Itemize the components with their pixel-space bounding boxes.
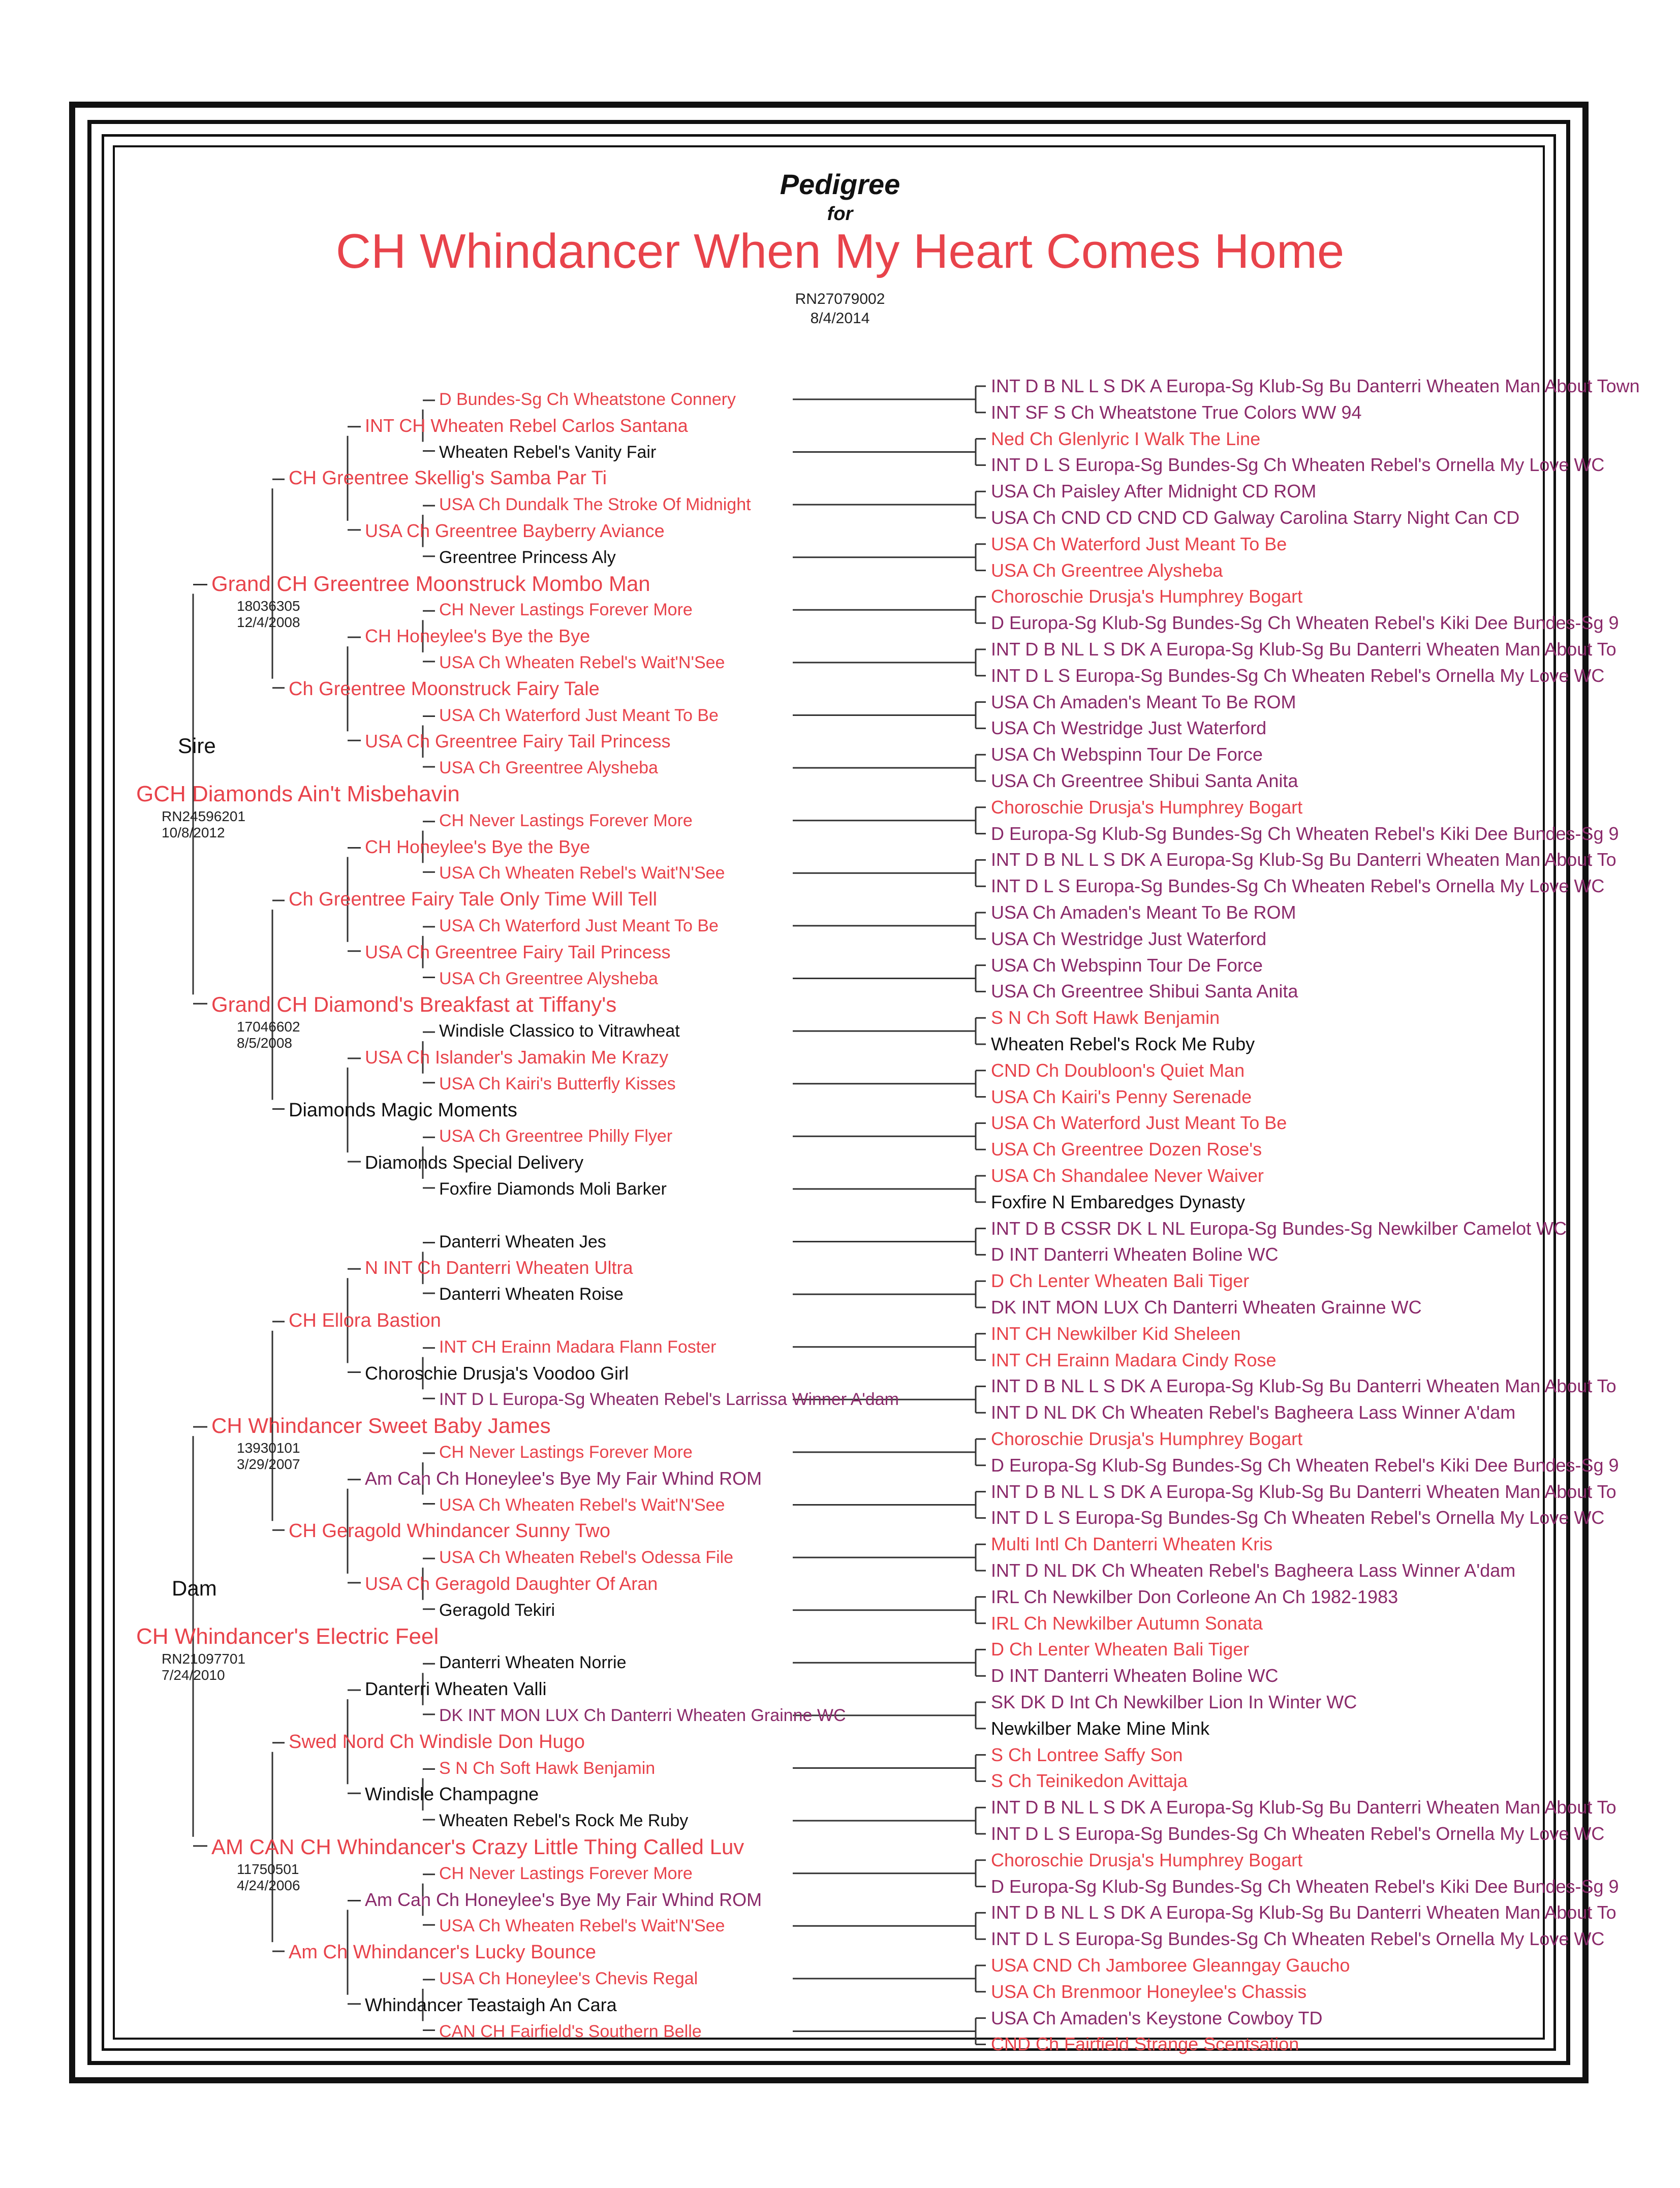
ancestor-gen5-12: Windisle Classico to Vitrawheat [439,1021,680,1041]
ancestor-gen5-23: Geragold Tekiri [439,1600,555,1620]
registration-gen2-2: 13930101 [237,1440,300,1456]
ancestor-gen4-6: USA Ch Islander's Jamakin Me Krazy [365,1046,669,1068]
ancestor-gen6-44: Multi Intl Ch Danterri Wheaten Kris [991,1534,1273,1555]
ancestor-gen6-30: USA Ch Shandalee Never Waiver [991,1165,1264,1186]
ancestor-gen4-1: USA Ch Greentree Bayberry Aviance [365,520,665,541]
ancestor-gen5-17: Danterri Wheaten Roise [439,1285,624,1304]
ancestor-gen6-27: USA Ch Kairi's Penny Serenade [991,1086,1252,1107]
ancestor-gen6-47: IRL Ch Newkilber Autumn Sonata [991,1612,1263,1634]
ancestor-gen5-16: Danterri Wheaten Jes [439,1232,606,1252]
ancestor-gen4-2: CH Honeylee's Bye the Bye [365,626,590,647]
ancestor-gen5-26: S N Ch Soft Hawk Benjamin [439,1758,656,1778]
ancestor-gen4-14: Am Can Ch Honeylee's Bye My Fair Whind ROM [365,1889,762,1910]
ancestor-gen4-15: Whindancer Teastaigh An Cara [365,1994,617,2015]
ancestor-gen5-20: CH Never Lastings Forever More [439,1442,693,1462]
birthdate-gen2-0: 12/4/2008 [237,614,300,630]
ancestor-gen6-12: USA Ch Amaden's Meant To Be ROM [991,691,1296,712]
ancestor-gen1-1: CH Whindancer's Electric Feel [136,1623,439,1649]
birthdate-gen1-0: 10/8/2012 [162,824,225,840]
ancestor-gen5-18: INT CH Erainn Madara Flann Foster [439,1337,717,1357]
ancestor-gen5-9: USA Ch Wheaten Rebel's Wait'N'See [439,863,725,883]
ancestor-gen6-0: INT D B NL L S DK A Europa-Sg Klub-Sg Bu Danterri Wheaten Man About Town [991,376,1640,396]
ancestor-gen5-4: CH Never Lastings Forever More [439,600,693,620]
registration-gen1-0: RN24596201 [162,808,246,824]
ancestor-gen4-5: USA Ch Greentree Fairy Tail Princess [365,941,671,962]
ancestor-gen5-30: USA Ch Honeylee's Chevis Regal [439,1968,698,1988]
ancestor-gen4-3: USA Ch Greentree Fairy Tail Princess [365,731,671,752]
ancestor-gen6-37: INT CH Erainn Madara Cindy Rose [991,1349,1277,1370]
ancestor-gen2-1: Grand CH Diamond's Breakfast at Tiffany's [211,992,617,1017]
ancestor-gen6-57: D Europa-Sg Klub-Sg Bundes-Sg Ch Wheaten Rebel's Kiki Dee Bundes-Sg 9 [991,1876,1619,1897]
ancestor-gen6-63: CND Ch Fairfield Strange Scentsation [991,2034,1299,2055]
ancestor-gen6-34: D Ch Lenter Wheaten Bali Tiger [991,1270,1250,1292]
ancestor-gen6-14: USA Ch Webspinn Tour De Force [991,744,1263,765]
ancestor-gen6-33: D INT Danterri Wheaten Boline WC [991,1244,1279,1265]
birthdate-gen1-1: 7/24/2010 [162,1667,225,1683]
ancestor-gen6-2: Ned Ch Glenlyric I Walk The Line [991,428,1261,449]
ancestor-gen6-13: USA Ch Westridge Just Waterford [991,717,1267,739]
ancestor-gen6-60: USA CND Ch Jamboree Gleanngay Gaucho [991,1955,1350,1976]
ancestor-gen6-56: Choroschie Drusja's Humphrey Bogart [991,1849,1303,1870]
certificate-date: 8/4/2014 [810,310,870,327]
ancestor-gen6-22: USA Ch Webspinn Tour De Force [991,954,1263,976]
ancestor-gen6-50: SK DK D Int Ch Newkilber Lion In Winter WC [991,1692,1357,1712]
ancestor-gen6-53: S Ch Teinikedon Avittaja [991,1770,1188,1792]
ancestor-gen6-36: INT CH Newkilber Kid Sheleen [991,1323,1241,1344]
ancestor-gen6-46: IRL Ch Newkilber Don Corleone An Ch 1982-1983 [991,1586,1398,1607]
ancestor-gen6-58: INT D B NL L S DK A Europa-Sg Klub-Sg Bu Danterri Wheaten Man About To [991,1902,1616,1923]
registration-gen2-1: 17046602 [237,1019,300,1035]
ancestor-gen6-51: Newkilber Make Mine Mink [991,1717,1210,1739]
ancestor-gen3-2: Ch Greentree Fairy Tale Only Time Will Tell [289,889,658,911]
ancestor-gen6-29: USA Ch Greentree Dozen Rose's [991,1139,1262,1160]
ancestor-gen6-52: S Ch Lontree Saffy Son [991,1744,1183,1765]
page-heading: Pedigree [780,168,900,200]
ancestor-gen6-3: INT D L S Europa-Sg Bundes-Sg Ch Wheaten Rebel's Ornella My Love WC [991,454,1605,476]
ancestor-gen5-22: USA Ch Wheaten Rebel's Odessa File [439,1548,734,1568]
ancestor-gen5-7: USA Ch Greentree Alysheba [439,758,658,778]
ancestor-gen6-49: D INT Danterri Wheaten Boline WC [991,1665,1279,1686]
ancestor-gen6-16: Choroschie Drusja's Humphrey Bogart [991,796,1303,818]
ancestor-gen4-8: N INT Ch Danterri Wheaten Ultra [365,1257,633,1278]
registration-gen1-1: RN21097701 [162,1650,246,1667]
ancestor-gen1-0: GCH Diamonds Ain't Misbehavin [136,781,460,806]
ancestor-gen6-20: USA Ch Amaden's Meant To Be ROM [991,902,1296,923]
ancestor-gen6-31: Foxfire N Embaredges Dynasty [991,1191,1246,1212]
ancestor-gen6-40: Choroschie Drusja's Humphrey Bogart [991,1428,1303,1449]
ancestor-gen2-3: AM CAN CH Whindancer's Crazy Little Thing Called Luv [211,1834,744,1859]
ancestor-gen2-0: Grand CH Greentree Moonstruck Mombo Man [211,571,650,596]
ancestor-gen6-54: INT D B NL L S DK A Europa-Sg Klub-Sg Bu Danterri Wheaten Man About To [991,1797,1616,1818]
ancestor-gen6-55: INT D L S Europa-Sg Bundes-Sg Ch Wheaten Rebel's Ornella My Love WC [991,1823,1605,1844]
ancestor-gen5-14: USA Ch Greentree Philly Flyer [439,1127,673,1146]
ancestor-gen4-12: Danterri Wheaten Valli [365,1678,547,1700]
dog-name-title: CH Whindancer When My Heart Comes Home [335,224,1345,278]
ancestor-gen6-42: INT D B NL L S DK A Europa-Sg Klub-Sg Bu Danterri Wheaten Man About To [991,1481,1616,1502]
ancestor-gen5-21: USA Ch Wheaten Rebel's Wait'N'See [439,1495,725,1515]
ancestor-gen5-25: DK INT MON LUX Ch Danterri Wheaten Grainne WC [439,1705,846,1725]
ancestor-gen6-19: INT D L S Europa-Sg Bundes-Sg Ch Wheaten Rebel's Ornella My Love WC [991,876,1605,897]
ancestor-gen4-11: USA Ch Geragold Daughter Of Aran [365,1573,658,1594]
ancestor-gen6-43: INT D L S Europa-Sg Bundes-Sg Ch Wheaten Rebel's Ornella My Love WC [991,1507,1605,1528]
ancestor-gen3-6: Swed Nord Ch Windisle Don Hugo [289,1731,585,1753]
ancestor-gen5-24: Danterri Wheaten Norrie [439,1653,627,1673]
ancestor-gen6-28: USA Ch Waterford Just Meant To Be [991,1112,1287,1134]
ancestor-gen5-6: USA Ch Waterford Just Meant To Be [439,705,719,725]
ancestor-gen4-4: CH Honeylee's Bye the Bye [365,836,590,857]
ancestor-gen6-35: DK INT MON LUX Ch Danterri Wheaten Grainne WC [991,1297,1422,1318]
ancestor-gen3-3: Diamonds Magic Moments [289,1099,517,1121]
registration-gen2-3: 11750501 [237,1861,299,1877]
ancestor-gen3-4: CH Ellora Bastion [289,1309,441,1331]
ancestor-gen6-10: INT D B NL L S DK A Europa-Sg Klub-Sg Bu Danterri Wheaten Man About To [991,639,1616,660]
ancestor-gen5-28: CH Never Lastings Forever More [439,1863,693,1883]
ancestor-gen5-8: CH Never Lastings Forever More [439,810,693,830]
ancestor-gen3-7: Am Ch Whindancer's Lucky Bounce [289,1942,596,1963]
ancestor-gen6-39: INT D NL DK Ch Wheaten Rebel's Bagheera Lass Winner A'dam [991,1402,1516,1423]
ancestor-gen6-23: USA Ch Greentree Shibui Santa Anita [991,981,1298,1002]
ancestor-gen5-2: USA Ch Dundalk The Stroke Of Midnight [439,495,751,515]
ancestor-gen6-15: USA Ch Greentree Shibui Santa Anita [991,770,1298,791]
ancestor-gen6-7: USA Ch Greentree Alysheba [991,559,1223,581]
ancestor-gen6-6: USA Ch Waterford Just Meant To Be [991,533,1287,554]
ancestor-gen5-19: INT D L Europa-Sg Wheaten Rebel's Larrissa Winner A'dam [439,1390,899,1410]
ancestor-gen4-0: INT CH Wheaten Rebel Carlos Santana [365,415,688,436]
sire-label: Sire [178,733,216,758]
ancestor-gen6-11: INT D L S Europa-Sg Bundes-Sg Ch Wheaten Rebel's Ornella My Love WC [991,665,1605,686]
ancestor-gen6-1: INT SF S Ch Wheatstone True Colors WW 94 [991,401,1362,423]
ancestor-gen3-0: CH Greentree Skellig's Samba Par Ti [289,467,607,489]
ancestor-gen6-8: Choroschie Drusja's Humphrey Bogart [991,586,1303,607]
ancestor-gen5-11: USA Ch Greentree Alysheba [439,968,658,988]
ancestor-gen6-18: INT D B NL L S DK A Europa-Sg Klub-Sg Bu Danterri Wheaten Man About To [991,849,1616,870]
ancestor-gen6-17: D Europa-Sg Klub-Sg Bundes-Sg Ch Wheaten Rebel's Kiki Dee Bundes-Sg 9 [991,823,1619,844]
ancestor-gen6-59: INT D L S Europa-Sg Bundes-Sg Ch Wheaten Rebel's Ornella My Love WC [991,1928,1605,1950]
birthdate-gen2-2: 3/29/2007 [237,1456,300,1473]
ancestor-gen2-2: CH Whindancer Sweet Baby James [211,1414,551,1438]
ancestor-gen4-10: Am Can Ch Honeylee's Bye My Fair Whind ROM [365,1467,762,1489]
ancestor-gen6-41: D Europa-Sg Klub-Sg Bundes-Sg Ch Wheaten Rebel's Kiki Dee Bundes-Sg 9 [991,1454,1619,1476]
registration-gen2-0: 18036305 [237,598,300,614]
ancestor-gen5-31: CAN CH Fairfield's Southern Belle [439,2021,702,2041]
ancestor-gen6-48: D Ch Lenter Wheaten Bali Tiger [991,1639,1250,1660]
ancestor-gen6-45: INT D NL DK Ch Wheaten Rebel's Bagheera Lass Winner A'dam [991,1560,1516,1581]
ancestor-gen5-1: Wheaten Rebel's Vanity Fair [439,442,657,462]
ancestor-gen6-21: USA Ch Westridge Just Waterford [991,928,1267,949]
ancestor-gen5-5: USA Ch Wheaten Rebel's Wait'N'See [439,652,725,672]
ancestor-gen5-0: D Bundes-Sg Ch Wheatstone Connery [439,389,736,409]
ancestor-gen6-32: INT D B CSSR DK L NL Europa-Sg Bundes-Sg Newkilber Camelot WC [991,1217,1567,1239]
ancestor-gen5-13: USA Ch Kairi's Butterfly Kisses [439,1074,676,1093]
heading-for: for [827,203,853,225]
ancestor-gen6-9: D Europa-Sg Klub-Sg Bundes-Sg Ch Wheaten Rebel's Kiki Dee Bundes-Sg 9 [991,612,1619,634]
ancestor-gen6-38: INT D B NL L S DK A Europa-Sg Klub-Sg Bu Danterri Wheaten Man About To [991,1376,1616,1397]
birthdate-gen2-1: 8/5/2008 [237,1035,292,1051]
ancestor-gen3-5: CH Geragold Whindancer Sunny Two [289,1520,610,1542]
ancestor-gen5-15: Foxfire Diamonds Moli Barker [439,1179,667,1199]
ancestor-gen6-4: USA Ch Paisley After Midnight CD ROM [991,481,1317,502]
ancestor-gen4-9: Choroschie Drusja's Voodoo Girl [365,1362,629,1384]
ancestor-gen6-5: USA Ch CND CD CND CD Galway Carolina Starry Night Can CD [991,507,1520,528]
ancestor-gen6-62: USA Ch Amaden's Keystone Cowboy TD [991,2007,1323,2028]
birthdate-gen2-3: 4/24/2006 [237,1877,300,1893]
registration-number: RN27079002 [795,291,885,307]
ancestor-gen5-3: Greentree Princess Aly [439,547,616,567]
ancestor-gen6-26: CND Ch Doubloon's Quiet Man [991,1059,1245,1081]
ancestor-gen6-25: Wheaten Rebel's Rock Me Ruby [991,1034,1255,1054]
dam-label: Dam [172,1576,217,1600]
ancestor-gen5-29: USA Ch Wheaten Rebel's Wait'N'See [439,1916,725,1936]
ancestor-gen6-61: USA Ch Brenmoor Honeylee's Chassis [991,1981,1307,2002]
ancestor-gen4-13: Windisle Champagne [365,1784,539,1805]
ancestor-gen5-27: Wheaten Rebel's Rock Me Ruby [439,1811,689,1831]
ancestor-gen6-24: S N Ch Soft Hawk Benjamin [991,1007,1220,1028]
ancestor-gen4-7: Diamonds Special Delivery [365,1152,584,1173]
ancestor-gen5-10: USA Ch Waterford Just Meant To Be [439,916,719,935]
ancestor-gen3-1: Ch Greentree Moonstruck Fairy Tale [289,678,600,700]
